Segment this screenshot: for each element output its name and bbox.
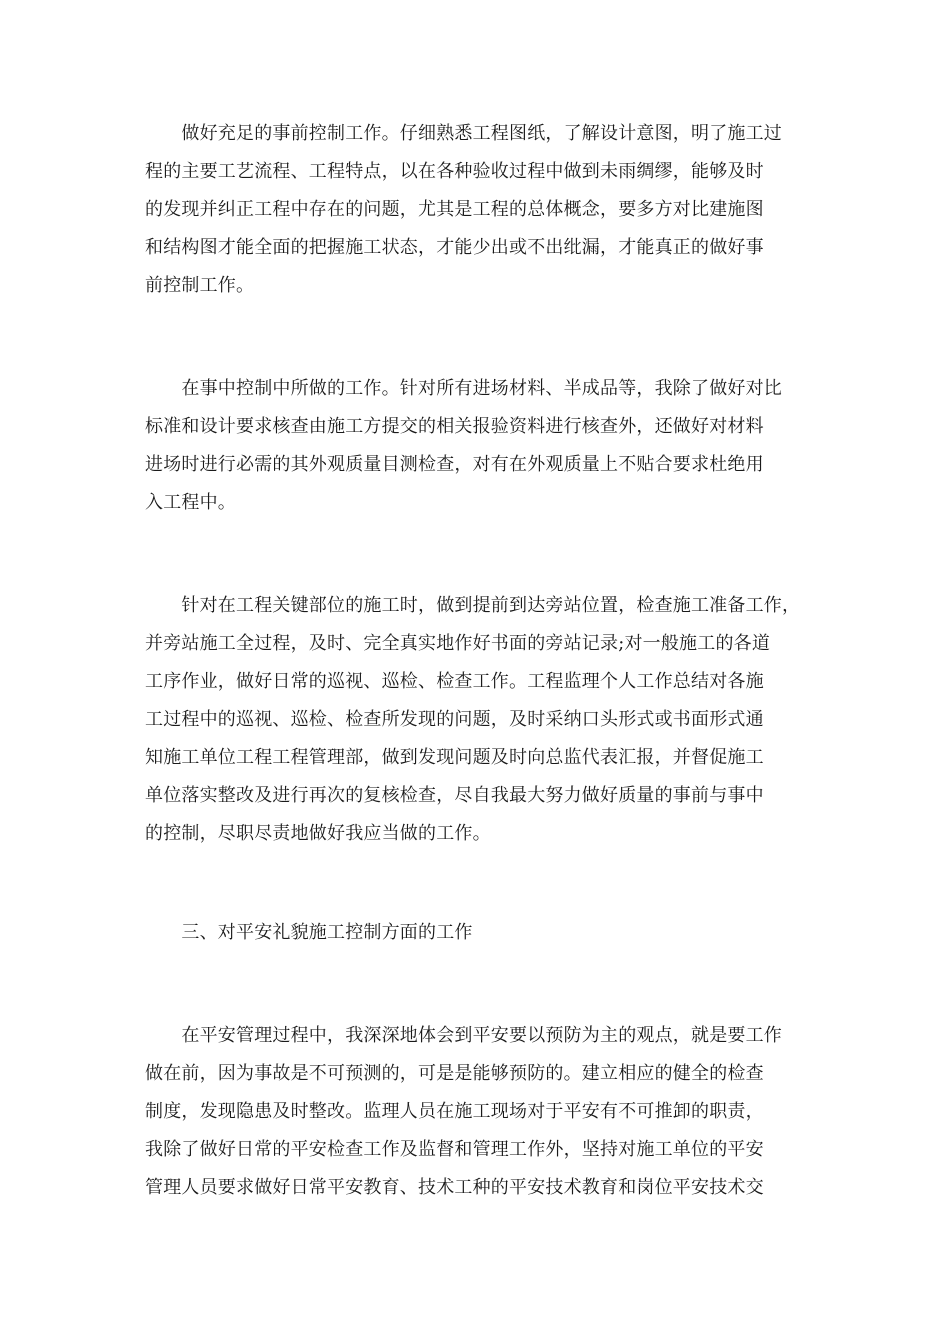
text-line: 并旁站施工全过程，及时、完全真实地作好书面的旁站记录;对一般施工的各道 <box>145 633 771 654</box>
text-line: 前控制工作。 <box>145 275 255 296</box>
text-line: 在平安管理过程中，我深深地体会到平安要以预防为主的观点，就是要工作 <box>145 1025 782 1046</box>
text-line: 入工程中。 <box>145 492 236 513</box>
text-line: 的发现并纠正工程中存在的问题，尤其是工程的总体概念，要多方对比建施图 <box>145 199 764 220</box>
text-line: 我除了做好日常的平安检查工作及监督和管理工作外，坚持对施工单位的平安 <box>145 1139 764 1160</box>
heading-line: 三、对平安礼貌施工控制方面的工作 <box>145 922 473 943</box>
paragraph-safety-management <box>145 1017 815 1207</box>
text-line: 和结构图才能全面的把握施工状态，才能少出或不出纰漏，才能真正的做好事 <box>145 237 764 258</box>
text-line: 管理人员要求做好日常平安教育、技术工种的平安技术教育和岗位平安技术交 <box>145 1177 764 1198</box>
text-line: 知施工单位工程工程管理部，做到发现问题及时向总监代表汇报，并督促施工 <box>145 747 764 768</box>
text-line: 做好充足的事前控制工作。仔细熟悉工程图纸，了解设计意图，明了施工过 <box>145 123 782 144</box>
paragraph-site-supervision <box>145 587 815 853</box>
text-line: 单位落实整改及进行再次的复核检查，尽自我最大努力做好质量的事前与事中 <box>145 785 764 806</box>
paragraph-in-process-control <box>145 370 815 522</box>
text-line: 在事中控制中所做的工作。针对所有进场材料、半成品等，我除了做好对比 <box>145 378 782 399</box>
text-line: 做在前，因为事故是不可预测的，可是是能够预防的。建立相应的健全的检查 <box>145 1063 764 1084</box>
text-line: 标准和设计要求核查由施工方提交的相关报验资料进行核查外，还做好对材料 <box>145 416 764 437</box>
text-line: 进场时进行必需的其外观质量目测检查，对有在外观质量上不贴合要求杜绝用 <box>145 454 764 475</box>
text-line: 工序作业，做好日常的巡视、巡检、检查工作。工程监理个人工作总结对各施 <box>145 671 764 692</box>
paragraph-pre-control <box>145 115 815 305</box>
section-heading <box>145 914 815 952</box>
text-line: 的控制，尽职尽责地做好我应当做的工作。 <box>145 823 491 844</box>
text-line: 工过程中的巡视、巡检、检查所发现的问题，及时采纳口头形式或书面形式通 <box>145 709 764 730</box>
text-line: 针对在工程关键部位的施工时，做到提前到达旁站位置，检查施工准备工作， <box>145 595 801 616</box>
text-line: 程的主要工艺流程、工程特点，以在各种验收过程中做到未雨绸缪，能够及时 <box>145 161 764 182</box>
text-line: 制度，发现隐患及时整改。监理人员在施工现场对于平安有不可推卸的职责， <box>145 1101 764 1122</box>
